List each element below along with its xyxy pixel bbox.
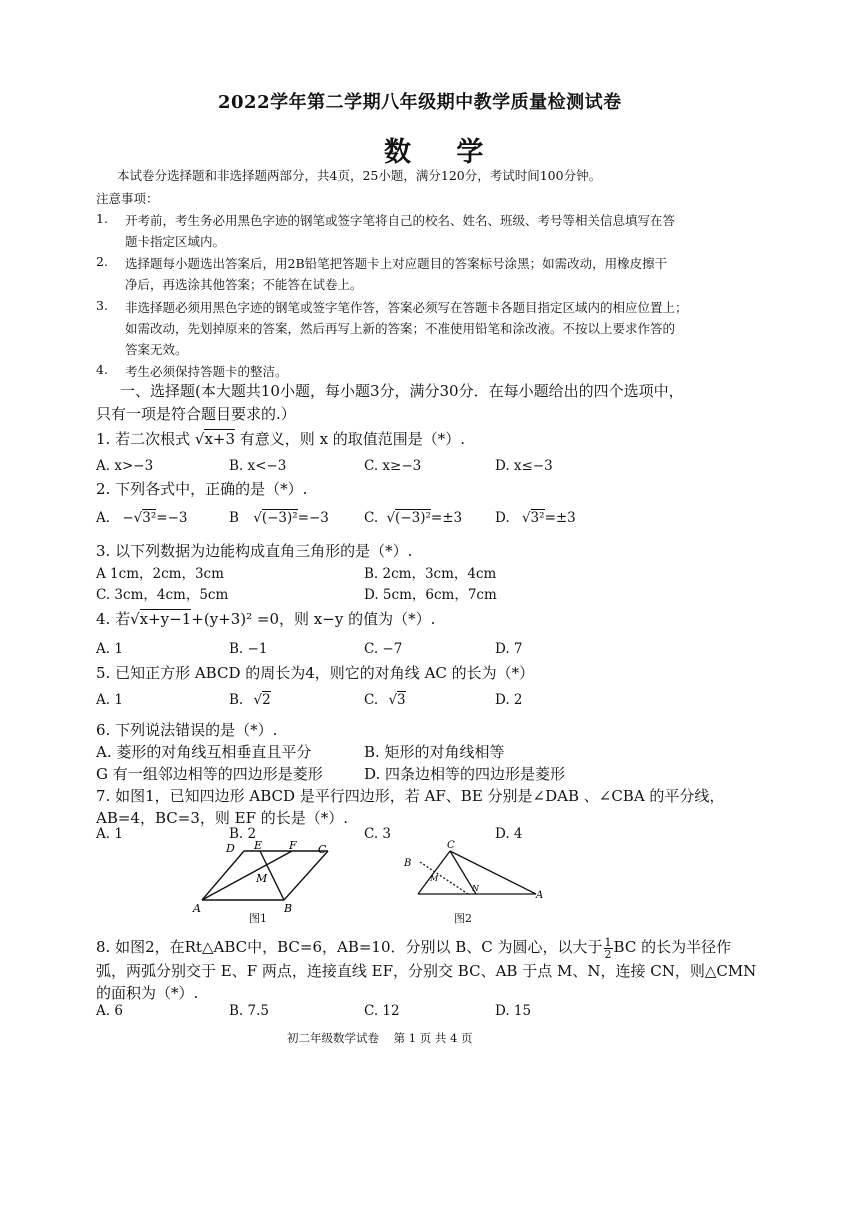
q2-option-d-radicand: 3² (530, 510, 545, 526)
figure-2-right-triangle (398, 838, 548, 908)
point-m-label: M (256, 872, 268, 885)
note-3-line-1: 非选择题必须用黑色字迹的钢笔或签字笔作答，答案必须写在答题卡各题目指定区域内的相应位置上； (125, 300, 688, 315)
section-heading-line-1: 一、选择题(本大题共10小题，每小题3分，满分30分．在每小题给出的四个选项中， (120, 382, 684, 400)
note-2-line-1: 选择题每小题选出答案后，用2B铅笔把答题卡上对应题目的答案标号涂黑；如需改动，用橡皮擦干 (125, 256, 668, 271)
page-footer: 初二年级数学试卷 第 1 页 共 4 页 (287, 1031, 473, 1045)
point-d-label: D (226, 842, 235, 855)
segment-af (202, 851, 292, 900)
q2-option-c (364, 510, 462, 526)
q8-line-1-start: 8. 如图2，在Rt△ABC中，BC=6，AB=10．分别以 B、C 为圆心，以大于 (96, 938, 603, 956)
point-a-label: A (193, 902, 201, 915)
q2-option-b-label: B (229, 510, 239, 526)
q2-option-d (495, 510, 576, 526)
figure-2-caption: 图2 (454, 912, 472, 925)
q3-option-d: D. 5cm，6cm，7cm (364, 587, 497, 603)
q4-option-b: B. −1 (229, 641, 268, 657)
side-cb (418, 851, 450, 894)
q1-stem (96, 428, 465, 449)
q2-option-d-label: D. (495, 510, 510, 526)
q8-fraction-denominator: 2 (604, 947, 612, 961)
sqrt-sign-icon: √ (253, 510, 262, 526)
note-4-line-1: 考生必须保持答题卡的整洁。 (125, 364, 288, 379)
q7-option-c: C. 3 (364, 826, 392, 842)
q6-stem: 6. 下列说法错误的是（*）. (96, 721, 278, 739)
q2-option-d-result: =±3 (544, 510, 576, 526)
point-a-label-2: A (536, 890, 544, 901)
q8-option-c: C. 12 (364, 1003, 400, 1019)
q4-option-a: A. 1 (96, 641, 123, 657)
sqrt-sign-icon: √ (386, 510, 396, 526)
q2-option-c-label: C. (364, 510, 379, 526)
q8-line-1-end: BC 的长为半径作 (613, 938, 732, 956)
q2-option-c-result: =±3 (430, 510, 463, 526)
figure-1-caption: 图1 (249, 912, 267, 925)
point-m-label-2: M (430, 874, 439, 883)
q2-option-a-label: A. (96, 510, 111, 526)
note-3-num: 3. (96, 298, 108, 313)
point-c-label: C (318, 843, 327, 856)
q5-option-d: D. 2 (495, 692, 523, 708)
note-2-line-2: 净后，再选涂其他答案；不能答在试卷上。 (125, 277, 363, 292)
q8-fraction (604, 937, 613, 960)
point-f-label: F (289, 839, 297, 852)
sqrt-sign-icon: √ (194, 430, 205, 448)
note-4-num: 4. (96, 362, 108, 377)
q5-option-b-label: B. (229, 692, 244, 708)
q5-option-b-radicand: 2 (262, 692, 271, 708)
q7-option-d: D. 4 (495, 826, 523, 842)
section-heading-line-2: 只有一项是符合题目要求的.） (96, 405, 296, 423)
q8-line-3: 的面积为（*）. (96, 984, 199, 1002)
note-3-line-2: 如需改动，先划掉原来的答案，然后再写上新的答案；不准使用铅笔和涂改液。不按以上要求作答的 (125, 321, 676, 336)
q5-stem: 5. 已知正方形 ABCD 的周长为4，则它的对角线 AC 的长为（*） (96, 664, 535, 682)
point-b-label-2: B (404, 858, 412, 869)
q2-option-a-radicand: 3² (142, 510, 157, 526)
q1-option-b: B. x<−3 (229, 458, 287, 474)
q2-option-b-radicand: (−3)² (261, 510, 298, 526)
subject-title: 数 学 (384, 137, 502, 168)
q4-option-d: D. 7 (495, 641, 523, 657)
q8-option-d: D. 15 (495, 1003, 532, 1019)
q3-option-a: A 1cm，2cm，3cm (96, 566, 224, 582)
q2-stem: 2. 下列各式中，正确的是（*）. (96, 480, 308, 498)
q7-line-1: 7. 如图1，已知四边形 ABCD 是平行四边形，若 AF、BE 分别是∠DAB 、∠CBA 的平分线， (96, 787, 725, 805)
q6-option-a: A. 菱形的对角线互相垂直且平分 (96, 743, 312, 761)
q2-option-a (96, 510, 188, 526)
q1-radicand: x+3 (204, 430, 236, 448)
q5-option-c-radicand: 3 (397, 692, 406, 708)
q8-option-a: A. 6 (96, 1003, 123, 1019)
note-2-num: 2. (96, 254, 108, 269)
q3-option-b: B. 2cm，3cm，4cm (364, 566, 497, 582)
point-c-label-2: C (447, 840, 455, 851)
q4-radicand: x+y−1 (139, 610, 192, 628)
q8-line-1 (96, 936, 731, 960)
point-e-label: E (254, 839, 263, 852)
q7-option-a: A. 1 (96, 826, 123, 842)
q2-option-c-radicand: (−3)² (395, 510, 431, 526)
q6-option-b: B. 矩形的对角线相等 (364, 743, 505, 761)
sqrt-sign-icon: √ (130, 610, 140, 628)
exam-intro: 本试卷分选择题和非选择题两部分，共4页，25小题，满分120分，考试时间100分钟。 (117, 168, 602, 183)
q5-option-c-label: C. (364, 692, 379, 708)
q4-stem (96, 608, 435, 629)
q4-option-c: C. −7 (364, 641, 403, 657)
note-1-line-2: 题卡指定区域内。 (125, 234, 226, 249)
q3-option-c: C. 3cm，4cm，5cm (96, 587, 229, 603)
q7-line-2: AB=4，BC=3，则 EF 的长是（*）. (96, 809, 349, 827)
sqrt-sign-icon: √ (388, 692, 398, 708)
point-n-label-2: N (472, 884, 479, 893)
line-ef (420, 862, 468, 894)
q1-option-d: D. x≤−3 (495, 458, 553, 474)
notes-heading: 注意事项： (96, 191, 159, 206)
sqrt-sign-icon: √ (253, 692, 263, 708)
q5-option-b (229, 692, 271, 708)
q4-stem-start: 4. 若 (96, 610, 131, 628)
side-da (202, 851, 244, 900)
q3-stem: 3. 以下列数据为边能构成直角三角形的是（*）. (96, 542, 413, 560)
q6-option-d: D. 四条边相等的四边形是菱形 (364, 765, 566, 783)
q4-stem-end: +(y+3)² =0，则 x−y 的值为（*）. (191, 610, 436, 628)
q8-line-2: 弧，两弧分别交于 E、F 两点，连接直线 EF，分别交 BC、AB 于点 M、N，连接 CN，则△CMN (96, 962, 757, 980)
q1-option-a: A. x>−3 (96, 458, 154, 474)
sqrt-sign-icon: √ (133, 510, 143, 526)
q1-stem-start: 1. 若二次根式 (96, 430, 191, 448)
side-bc (284, 851, 328, 900)
q8-option-b: B. 7.5 (229, 1003, 269, 1019)
sqrt-sign-icon: √ (521, 510, 531, 526)
q2-option-a-minus: − (122, 510, 134, 526)
q2-option-b-result: =−3 (297, 510, 329, 526)
note-1-line-1: 开考前，考生务必用黑色字迹的钢笔或签字笔将自己的校名、姓名、班级、考号等相关信息填写在答 (125, 213, 676, 228)
q1-stem-end: 有意义，则 x 的取值范围是（*）. (239, 430, 466, 448)
exam-title: 2022学年第二学期八年级期中教学质量检测试卷 (218, 92, 622, 113)
q1-option-c: C. x≥−3 (364, 458, 422, 474)
q6-option-c: G 有一组邻边相等的四边形是菱形 (96, 765, 323, 783)
q2-option-b (229, 510, 329, 526)
point-b-label: B (284, 902, 293, 915)
q5-option-c (364, 692, 406, 708)
q7-option-b: B. 2 (229, 826, 257, 842)
q8-fraction-numerator: 1 (604, 935, 612, 949)
q5-option-a: A. 1 (96, 692, 123, 708)
note-1-num: 1. (96, 211, 108, 226)
q2-option-a-result: =−3 (156, 510, 188, 526)
note-3-line-3: 答案无效。 (125, 342, 188, 357)
